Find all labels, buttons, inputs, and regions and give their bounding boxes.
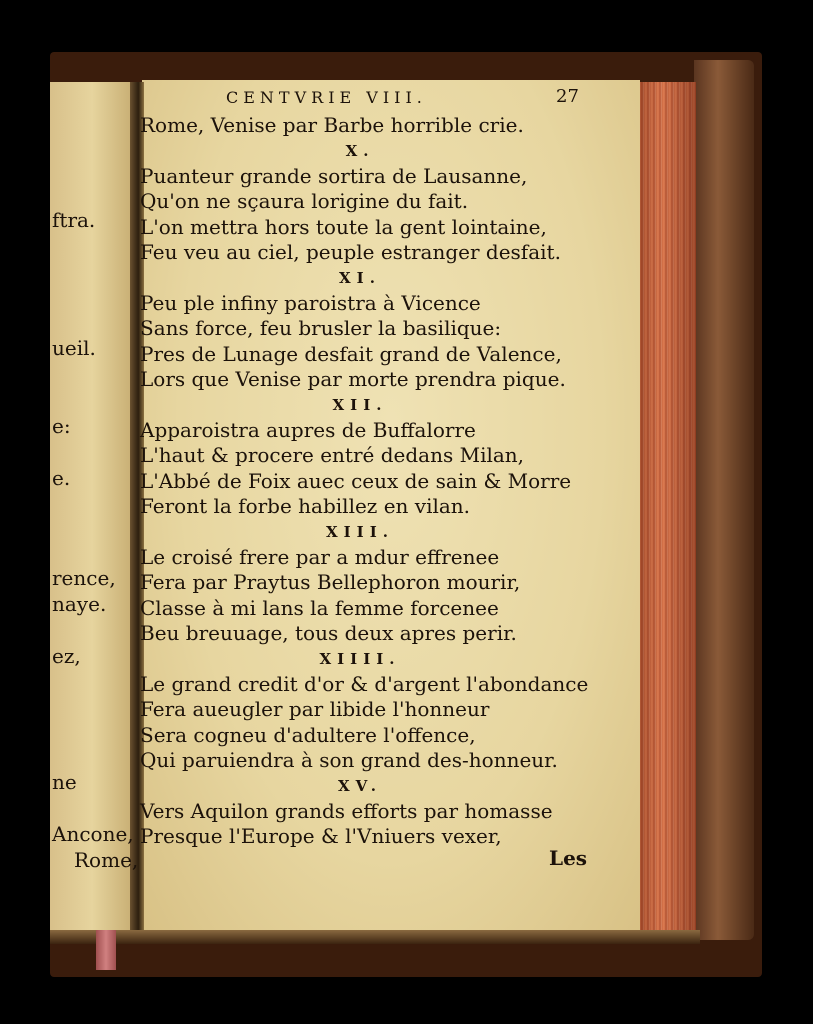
quatrain-number: X. — [345, 142, 375, 161]
verse-line: Classe à mi lans la femme forcenee — [140, 595, 499, 620]
verse-line: Sera cogneu d'adultere l'offence, — [140, 722, 476, 747]
left-fragment: Rome, — [74, 848, 139, 872]
verse-line: L'haut & procere entré dedans Milan, — [140, 443, 525, 468]
verse-line: Peu ple infiny paroistra à Vicence — [140, 290, 481, 315]
left-fragment: rence, — [52, 566, 116, 590]
left-fragment: e. — [52, 466, 71, 490]
verse-line: Fera aueugler par libide l'honneur — [140, 697, 490, 722]
quatrain-number: XIIII. — [319, 650, 401, 669]
verse-line: L'on mettra hors toute la gent lointaine, — [140, 214, 547, 239]
quatrain-number: XII. — [332, 396, 388, 415]
verse-line: Pres de Lunage desfait grand de Valence, — [140, 341, 562, 366]
left-fragment: ueil. — [52, 336, 96, 360]
left-fragment: ftra. — [52, 208, 96, 232]
quatrain-number: XIII. — [326, 523, 394, 542]
bookmark-ribbon — [96, 930, 116, 970]
verse-line: Apparoistra aupres de Buffalorre — [140, 417, 476, 442]
bottom-edge — [50, 930, 700, 944]
verse-line: L'Abbé de Foix auec ceux de sain & Morre — [140, 468, 572, 493]
verse-line: Le croisé frere par a mdur effrenee — [140, 544, 500, 569]
left-fragment: e: — [52, 414, 71, 438]
verse-line: Sans force, feu brusler la basilique: — [140, 316, 502, 341]
quatrain-number: XI. — [339, 269, 381, 288]
verse-line: Rome, Venise par Barbe horrible crie. — [140, 113, 524, 137]
running-title: CENTVRIE VIII. — [226, 88, 427, 107]
verse-line: Qu'on ne sçaura lorigine du fait. — [140, 189, 469, 214]
verse-line: Puanteur grande sortira de Lausanne, — [140, 163, 528, 188]
verse-line: Qui paruiendra à son grand des-honneur. — [140, 748, 558, 772]
verse-line: Feront la forbe habillez en vilan. — [140, 494, 471, 518]
page-number: 27 — [556, 86, 579, 107]
left-fragment: ne — [52, 770, 77, 794]
left-fragment: Ancone, — [52, 822, 134, 846]
left-fragment: naye. — [52, 592, 107, 616]
verse-line: Lors que Venise par morte prendra pique. — [140, 367, 566, 391]
quatrain-number: XV. — [338, 777, 382, 796]
verse-line: Feu veu au ciel, peuple estranger desfait. — [140, 240, 561, 264]
verse-line: Beu breuuage, tous deux apres perir. — [140, 621, 517, 645]
cover-edge — [694, 60, 754, 940]
left-fragment: ez, — [52, 644, 81, 668]
verse-line: Presque l'Europe & l'Vniuers vexer, — [140, 824, 502, 849]
verse-line: Vers Aquilon grands efforts par homasse — [140, 798, 553, 823]
verse-line: Le grand credit d'or & d'argent l'abondance — [140, 671, 589, 696]
page-fore-edge — [638, 82, 696, 932]
verse-line: Fera par Praytus Bellephoron mourir, — [140, 570, 521, 595]
catchword: Les — [549, 846, 588, 870]
